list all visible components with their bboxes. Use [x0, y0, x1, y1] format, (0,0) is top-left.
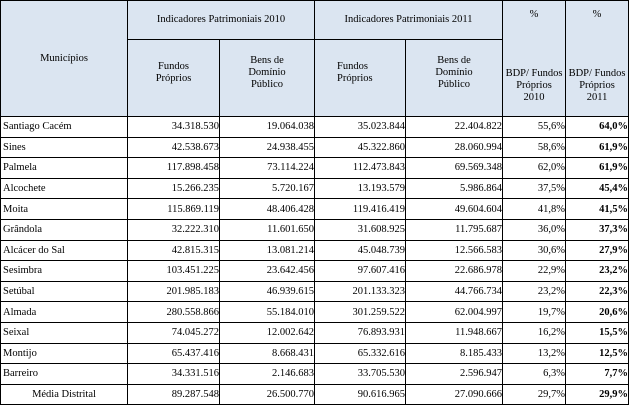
bens-dominio-publico-2010-cell: 55.184.010 [220, 302, 315, 323]
fundos-proprios-2010-cell: 42.815.315 [128, 240, 220, 261]
fundos-proprios-2010-cell: 103.451.225 [128, 261, 220, 282]
bens-dominio-publico-2010-cell: 23.642.456 [220, 261, 315, 282]
header-group-2011-label: Indicadores Patrimoniais 2011 [344, 14, 473, 25]
table-row [1, 178, 629, 199]
bdp-ratio-2010-cell: 62,0% [503, 158, 566, 179]
bdp-ratio-2010-cell: 13,2% [503, 343, 566, 364]
bdp-ratio-2011-cell: 61,9% [566, 158, 629, 179]
table-row [1, 261, 629, 282]
fundos-proprios-2010-cell: 115.869.119 [128, 199, 220, 220]
bens-dominio-publico-2011-cell: 5.986.864 [406, 178, 503, 199]
table-row [1, 117, 629, 138]
table-row [1, 281, 629, 302]
header-group-2010 [128, 1, 315, 40]
municipality-cell: Grândola [1, 219, 128, 240]
header-bens-2011-line3: Público [437, 79, 471, 90]
bens-dominio-publico-2010-cell: 5.720.167 [220, 178, 315, 199]
header-group-2011 [315, 1, 503, 40]
bens-dominio-publico-2010-cell: 48.406.428 [220, 199, 315, 220]
average-bens-dominio-publico-2010-cell: 26.500.770 [220, 384, 315, 405]
fundos-proprios-2010-cell: 34.331.516 [128, 364, 220, 385]
bdp-ratio-2010-cell: 16,2% [503, 322, 566, 343]
table-row [1, 322, 629, 343]
table-row [1, 219, 629, 240]
fundos-proprios-2010-cell: 34.318.530 [128, 117, 220, 138]
bens-dominio-publico-2010-cell: 46.939.615 [220, 281, 315, 302]
municipality-cell: Sesimbra [1, 261, 128, 282]
table-row [1, 240, 629, 261]
bdp-ratio-2010-cell: 55,6% [503, 117, 566, 138]
header-pct-a-symbol: % [529, 8, 539, 20]
municipality-cell: Almada [1, 302, 128, 323]
bdp-ratio-2011-cell: 20,6% [566, 302, 629, 323]
fundos-proprios-2010-cell: 42.538.673 [128, 137, 220, 158]
bdp-ratio-2011-cell: 15,5% [566, 322, 629, 343]
header-group-2010-label: Indicadores Patrimoniais 2010 [156, 14, 286, 25]
header-bens-2010-line2: Domínio [248, 67, 286, 78]
bens-dominio-publico-2011-cell: 28.060.994 [406, 137, 503, 158]
table-row [1, 364, 629, 385]
header-municipios [1, 1, 128, 117]
municipality-cell: Palmela [1, 158, 128, 179]
table-row [1, 158, 629, 179]
bens-dominio-publico-2011-cell: 49.604.604 [406, 199, 503, 220]
fundos-proprios-2011-cell: 301.259.522 [315, 302, 406, 323]
table-body [1, 117, 629, 405]
bens-dominio-publico-2010-cell: 8.668.431 [220, 343, 315, 364]
bdp-ratio-2010-cell: 36,0% [503, 219, 566, 240]
average-municipality-cell: Média Distrital [1, 384, 128, 405]
header-pct-2011 [566, 1, 629, 117]
municipality-cell: Seixal [1, 322, 128, 343]
municipality-cell: Sines [1, 137, 128, 158]
bdp-ratio-2011-cell: 41,5% [566, 199, 629, 220]
bens-dominio-publico-2010-cell: 19.064.038 [220, 117, 315, 138]
bens-dominio-publico-2011-cell: 11.795.687 [406, 219, 503, 240]
fundos-proprios-2010-cell: 32.222.310 [128, 219, 220, 240]
bdp-ratio-2010-cell: 37,5% [503, 178, 566, 199]
header-pct-2010 [503, 1, 566, 117]
fundos-proprios-2010-cell: 117.898.458 [128, 158, 220, 179]
header-municipios-label: Municípios [40, 52, 88, 64]
bens-dominio-publico-2010-cell: 13.081.214 [220, 240, 315, 261]
bdp-ratio-2011-cell: 27,9% [566, 240, 629, 261]
header-fundos-2011-line1: Fundos [337, 61, 368, 72]
fundos-proprios-2011-cell: 33.705.530 [315, 364, 406, 385]
bdp-ratio-2011-cell: 22,3% [566, 281, 629, 302]
header-bens-2011-line1: Bens de [437, 55, 471, 66]
bdp-ratio-2011-cell: 23,2% [566, 261, 629, 282]
header-fundos-2010-line2: Próprios [155, 73, 192, 84]
header-fundos-2010-line1: Fundos [158, 61, 189, 72]
table-row [1, 302, 629, 323]
header-fundos-2011 [315, 40, 406, 117]
header-bdp-2011-line1: BDP/ Fundos [568, 67, 626, 79]
fundos-proprios-2010-cell: 280.558.866 [128, 302, 220, 323]
bens-dominio-publico-2010-cell: 12.002.642 [220, 322, 315, 343]
header-fundos-2011-line2: Próprios [337, 73, 373, 84]
fundos-proprios-2010-cell: 15.266.235 [128, 178, 220, 199]
bens-dominio-publico-2010-cell: 24.938.455 [220, 137, 315, 158]
bdp-ratio-2011-cell: 7,7% [566, 364, 629, 385]
bens-dominio-publico-2011-cell: 69.569.348 [406, 158, 503, 179]
bdp-ratio-2011-cell: 64,0% [566, 117, 629, 138]
bens-dominio-publico-2011-cell: 8.185.433 [406, 343, 503, 364]
average-bdp-ratio-2011-cell: 29,9% [566, 384, 629, 405]
municipality-cell: Alcochete [1, 178, 128, 199]
bens-dominio-publico-2010-cell: 11.601.650 [220, 219, 315, 240]
bdp-ratio-2010-cell: 58,6% [503, 137, 566, 158]
municipality-cell: Setúbal [1, 281, 128, 302]
average-fundos-proprios-2011-cell: 90.616.965 [315, 384, 406, 405]
bens-dominio-publico-2011-cell: 62.004.997 [406, 302, 503, 323]
header-bdp-2011-line2: Próprios [579, 79, 615, 91]
fundos-proprios-2011-cell: 45.048.739 [315, 240, 406, 261]
bdp-ratio-2010-cell: 41,8% [503, 199, 566, 220]
bens-dominio-publico-2010-cell: 73.114.224 [220, 158, 315, 179]
table-row [1, 199, 629, 220]
header-pct-b-symbol: % [592, 8, 602, 20]
fundos-proprios-2011-cell: 76.893.931 [315, 322, 406, 343]
bdp-ratio-2010-cell: 22,9% [503, 261, 566, 282]
fundos-proprios-2010-cell: 65.437.416 [128, 343, 220, 364]
municipality-cell: Alcácer do Sal [1, 240, 128, 261]
average-fundos-proprios-2010-cell: 89.287.548 [128, 384, 220, 405]
average-bens-dominio-publico-2011-cell: 27.090.666 [406, 384, 503, 405]
fundos-proprios-2011-cell: 13.193.579 [315, 178, 406, 199]
header-bens-2010 [220, 40, 315, 117]
header-bens-2010-line3: Público [250, 79, 284, 90]
header-bens-2010-line1: Bens de [250, 55, 284, 66]
bdp-ratio-2010-cell: 30,6% [503, 240, 566, 261]
average-row [1, 384, 629, 405]
table-row [1, 343, 629, 364]
fundos-proprios-2011-cell: 35.023.844 [315, 117, 406, 138]
fundos-proprios-2010-cell: 74.045.272 [128, 322, 220, 343]
bens-dominio-publico-2011-cell: 11.948.667 [406, 322, 503, 343]
bens-dominio-publico-2011-cell: 22.686.978 [406, 261, 503, 282]
average-bdp-ratio-2010-cell: 29,7% [503, 384, 566, 405]
fundos-proprios-2011-cell: 65.332.616 [315, 343, 406, 364]
fundos-proprios-2011-cell: 201.133.323 [315, 281, 406, 302]
bdp-ratio-2010-cell: 23,2% [503, 281, 566, 302]
bdp-ratio-2011-cell: 12,5% [566, 343, 629, 364]
fundos-proprios-2011-cell: 45.322.860 [315, 137, 406, 158]
bens-dominio-publico-2011-cell: 22.404.822 [406, 117, 503, 138]
header-bdp-2010-line2: Próprios [516, 79, 552, 91]
municipality-cell: Moita [1, 199, 128, 220]
header-bdp-2011-line3: 2011 [586, 91, 608, 103]
fundos-proprios-2011-cell: 119.416.419 [315, 199, 406, 220]
bens-dominio-publico-2011-cell: 44.766.734 [406, 281, 503, 302]
bdp-ratio-2011-cell: 45,4% [566, 178, 629, 199]
header-bdp-2010-line3: 2010 [523, 91, 545, 103]
bens-dominio-publico-2011-cell: 2.596.947 [406, 364, 503, 385]
municipality-cell: Santiago Cacém [1, 117, 128, 138]
fundos-proprios-2010-cell: 201.985.183 [128, 281, 220, 302]
bens-dominio-publico-2010-cell: 2.146.683 [220, 364, 315, 385]
municipality-cell: Montijo [1, 343, 128, 364]
bdp-ratio-2011-cell: 61,9% [566, 137, 629, 158]
fundos-proprios-2011-cell: 31.608.925 [315, 219, 406, 240]
header-fundos-2010 [128, 40, 220, 117]
bdp-ratio-2010-cell: 6,3% [503, 364, 566, 385]
header-bens-2011-line2: Domínio [435, 67, 473, 78]
table-row [1, 137, 629, 158]
bdp-ratio-2010-cell: 19,7% [503, 302, 566, 323]
fundos-proprios-2011-cell: 97.607.416 [315, 261, 406, 282]
fundos-proprios-2011-cell: 112.473.843 [315, 158, 406, 179]
municipality-cell: Barreiro [1, 364, 128, 385]
bens-dominio-publico-2011-cell: 12.566.583 [406, 240, 503, 261]
header-bdp-2010-line1: BDP/ Fundos [505, 67, 563, 79]
header-bens-2011 [406, 40, 503, 117]
bdp-ratio-2011-cell: 37,3% [566, 219, 629, 240]
